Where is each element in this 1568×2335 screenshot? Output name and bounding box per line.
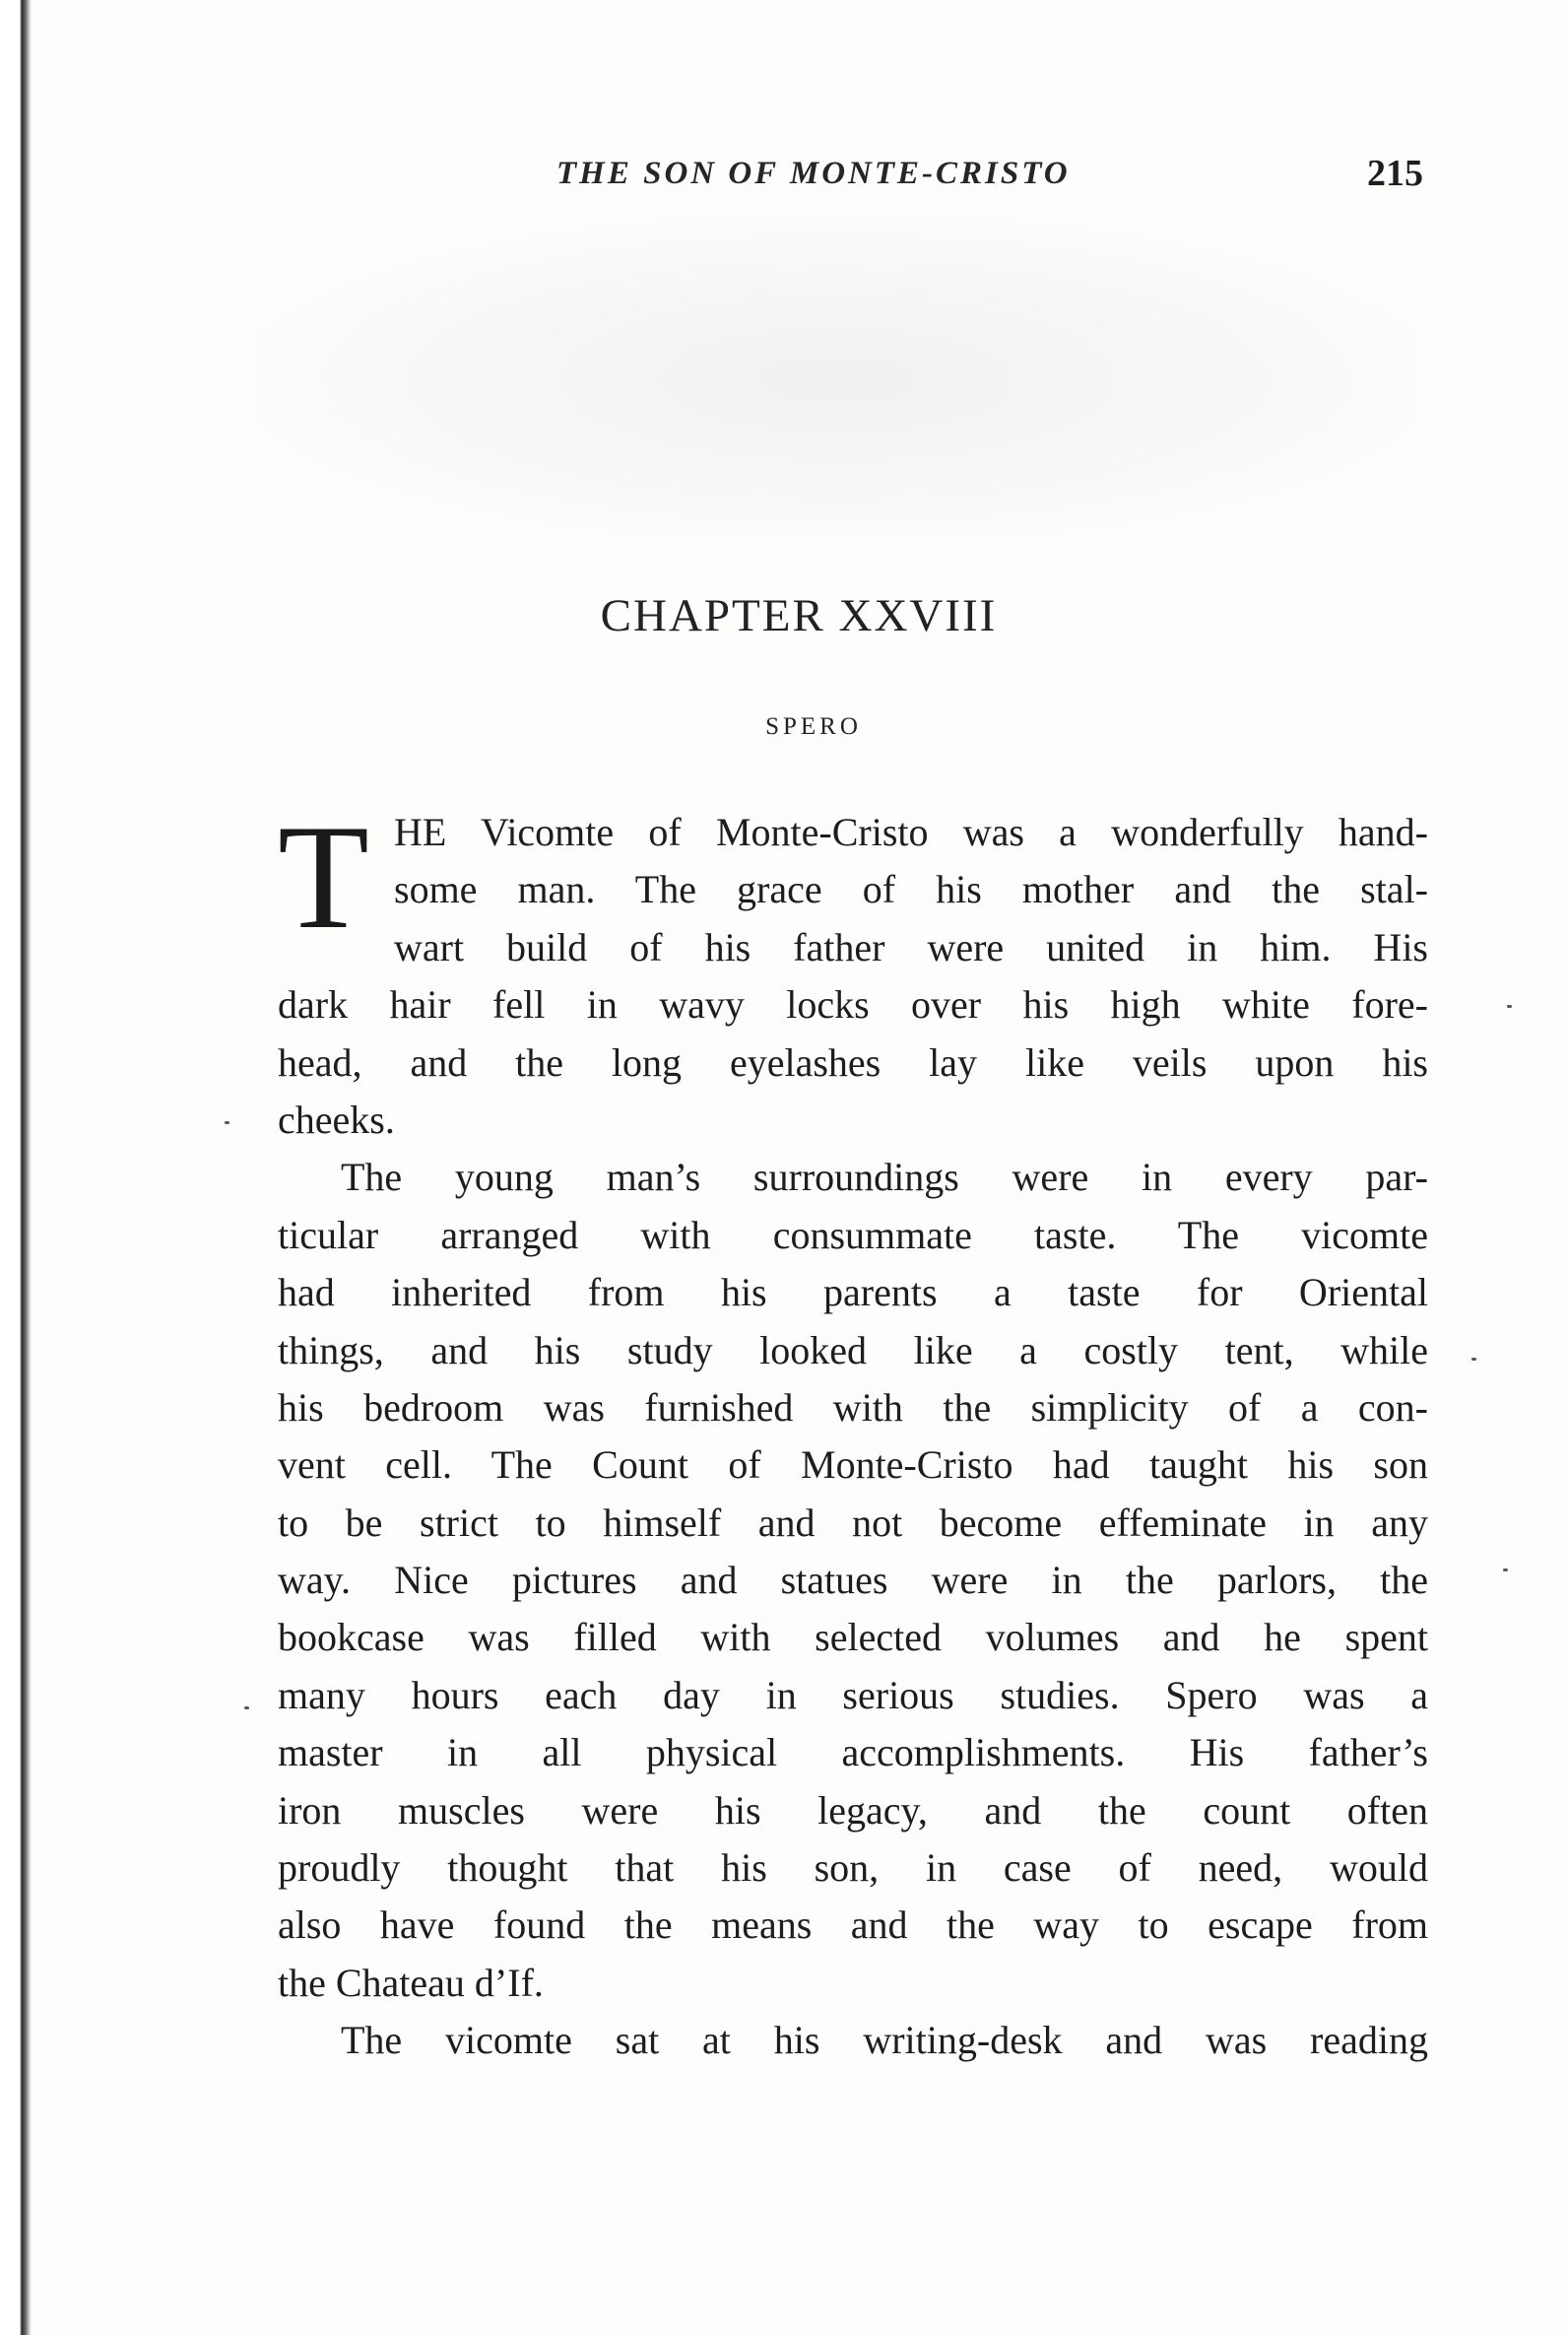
text-line: The young man’s surroundings were in every par- [341, 1155, 1428, 1200]
text-line: iron muscles were his legacy, and the count often [278, 1787, 1428, 1833]
text-line: many hours each day in serious studies. Spero was a [278, 1672, 1428, 1717]
binding-edge [0, 0, 32, 2335]
chapter-subtitle: SPERO [765, 713, 862, 740]
text-line: The vicomte sat at his writing-desk and was reading [341, 2018, 1428, 2063]
text-line: proudly thought that his son, in case of need, would [278, 1845, 1428, 1891]
text-line: had inherited from his parents a taste for Oriental [278, 1270, 1428, 1315]
text-line: wart build of his father were united in him. His [394, 924, 1428, 969]
body-text [278, 794, 1428, 2070]
text-line: vent cell. The Count of Monte-Cristo had taught his son [278, 1442, 1428, 1488]
page-number: 215 [1367, 153, 1423, 194]
text-line: dark hair fell in wavy locks over his high white fore- [278, 982, 1428, 1028]
chapter-title: CHAPTER XXVIII [600, 590, 998, 641]
drop-cap: T [278, 794, 369, 960]
bleed-through-shadow [256, 217, 1418, 542]
print-speck [1503, 1568, 1508, 1571]
running-title: THE SON OF MONTE-CRISTO [556, 156, 1071, 191]
text-line: HE Vicomte of Monte-Cristo was a wonderfully hand- [394, 810, 1428, 854]
text-line: head, and the long eyelashes lay like veils upon his [278, 1039, 1428, 1085]
text-line: things, and his study looked like a costly tent, while [278, 1327, 1428, 1372]
print-speck [225, 1121, 229, 1124]
print-speck [1507, 1005, 1512, 1008]
text-line: way. Nice pictures and statues were in the parlors, the [278, 1558, 1428, 1603]
text-line: bookcase was filled with selected volumes and he spent [278, 1615, 1428, 1660]
text-line: ticular arranged with consummate taste. The vicomte [278, 1212, 1428, 1257]
print-speck [244, 1706, 249, 1709]
text-line: the Chateau d’If. [278, 1960, 544, 2005]
text-line: some man. The grace of his mother and the stal- [394, 867, 1428, 912]
text-line: cheeks. [278, 1097, 395, 1142]
text-line: his bedroom was furnished with the simplicity of a con- [278, 1384, 1428, 1430]
print-speck [1471, 1358, 1476, 1361]
text-line: to be strict to himself and not become effeminate in any [278, 1500, 1428, 1545]
text-line: master in all physical accomplishments. His father’s [278, 1730, 1428, 1775]
text-line: also have found the means and the way to escape from [278, 1902, 1428, 1948]
